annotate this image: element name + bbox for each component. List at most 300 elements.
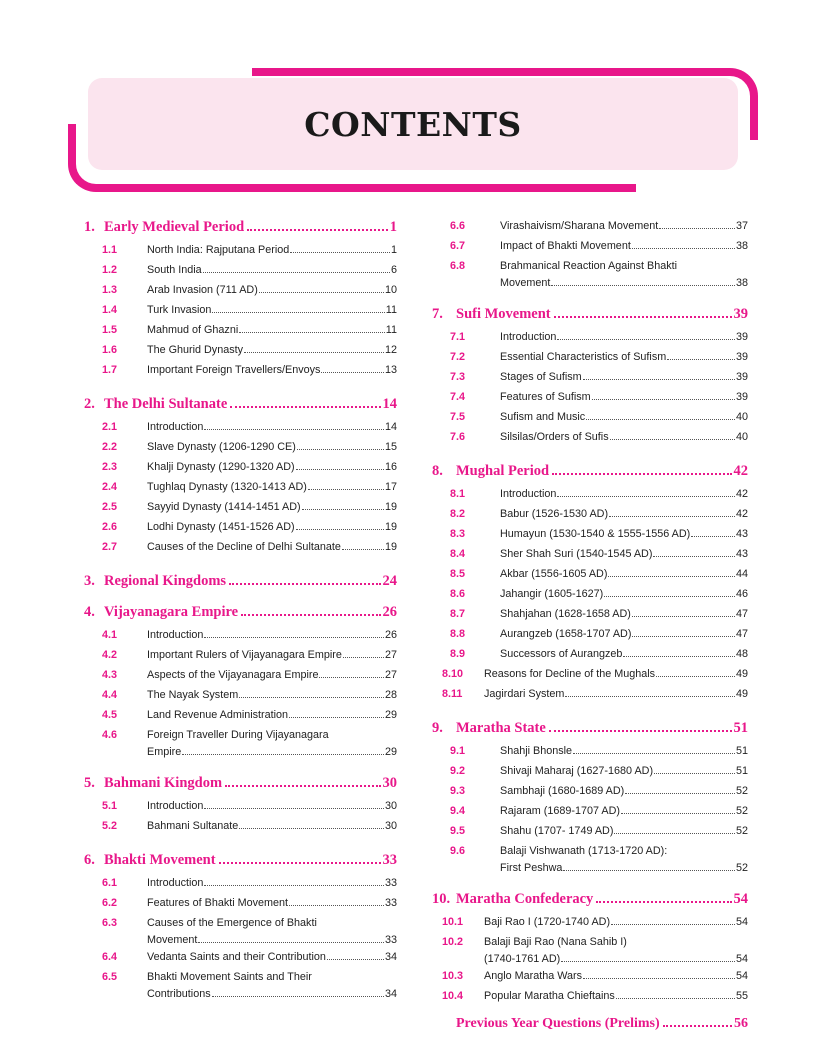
- section-page-number: 39: [735, 391, 748, 403]
- section-title: Sher Shah Suri (1540-1545 AD): [500, 548, 653, 560]
- toc-section-entry[interactable]: [432, 968, 748, 988]
- section-page-number: 43: [735, 528, 748, 540]
- toc-chapter-entry[interactable]: [84, 603, 397, 621]
- toc-section-entry[interactable]: [84, 322, 397, 342]
- chapter-page-number: 24: [382, 573, 397, 589]
- toc-section-entry[interactable]: [432, 803, 748, 823]
- section-title: Introduction: [147, 877, 204, 889]
- section-page-number: 34: [384, 988, 397, 1000]
- section-page-number: 28: [384, 689, 397, 701]
- toc-chapter-entry[interactable]: [84, 218, 397, 236]
- section-number: 2.4: [102, 481, 118, 493]
- section-page-number: 39: [735, 351, 748, 363]
- section-body: [147, 479, 397, 496]
- section-body: [147, 282, 397, 299]
- dot-leader: [667, 359, 735, 360]
- toc-section-entry[interactable]: [432, 606, 748, 626]
- toc-section-entry[interactable]: [432, 218, 748, 238]
- toc-section-entry[interactable]: [432, 823, 748, 843]
- section-title: Aspects of the Vijayanagara Empire: [147, 669, 319, 681]
- section-number: 8.6: [450, 588, 466, 600]
- toc-chapter-entry[interactable]: [432, 462, 748, 480]
- section-title: Vedanta Saints and their Contribution: [147, 951, 326, 963]
- section-number: 6.8: [450, 260, 466, 272]
- section-title: Shahji Bhonsle: [500, 745, 573, 757]
- section-page-number: 43: [735, 548, 748, 560]
- section-number: 2.1: [102, 421, 118, 433]
- section-body: [500, 546, 748, 563]
- section-page-number: 29: [384, 746, 397, 758]
- section-page-number: 40: [735, 431, 748, 443]
- section-page-number: 39: [735, 371, 748, 383]
- toc-section-entry[interactable]: [84, 895, 397, 915]
- dot-leader: [212, 312, 384, 313]
- section-body: [484, 934, 748, 968]
- chapter-title: Bhakti Movement: [104, 852, 216, 868]
- dot-leader: [297, 449, 384, 450]
- section-title: Important Foreign Travellers/Envoys: [147, 364, 321, 376]
- toc-section-entry[interactable]: [432, 626, 748, 646]
- section-body: [500, 606, 748, 623]
- dot-leader: [204, 885, 384, 886]
- toc-chapter-entry[interactable]: [84, 851, 397, 869]
- dot-leader: [596, 901, 731, 903]
- section-number: 7.3: [450, 371, 466, 383]
- section-title: North India: Rajputana Period: [147, 244, 290, 256]
- section-number: 6.3: [102, 917, 118, 929]
- section-body: [500, 506, 748, 523]
- section-page-number: 48: [735, 648, 748, 660]
- section-number: 1.7: [102, 364, 118, 376]
- section-body: [147, 519, 397, 536]
- section-page-number: 38: [735, 240, 748, 252]
- toc-section-entry[interactable]: [84, 687, 397, 707]
- dot-leader: [219, 862, 381, 864]
- dot-leader: [302, 509, 384, 510]
- previous-year-questions-entry[interactable]: [432, 1016, 748, 1032]
- section-title: Impact of Bhakti Movement: [500, 240, 631, 252]
- section-number: 6.6: [450, 220, 466, 232]
- section-body: [500, 626, 748, 643]
- chapter-title: The Delhi Sultanate: [104, 396, 228, 412]
- section-number: 1.4: [102, 304, 118, 316]
- dot-leader: [551, 285, 735, 286]
- section-number: 8.9: [450, 648, 466, 660]
- dot-leader: [241, 614, 380, 616]
- toc-section-entry[interactable]: [432, 988, 748, 1008]
- section-title-continued: [484, 951, 748, 968]
- dot-leader: [204, 808, 384, 809]
- section-number: 4.1: [102, 629, 118, 641]
- toc-section-entry[interactable]: [432, 546, 748, 566]
- section-title-continued: [147, 986, 397, 1003]
- dot-leader: [203, 272, 390, 273]
- section-page-number: 19: [384, 521, 397, 533]
- section-page-number: 15: [384, 441, 397, 453]
- dot-leader: [557, 496, 735, 497]
- chapter-title: Mughal Period: [456, 463, 550, 479]
- dot-leader: [327, 959, 384, 960]
- section-page-number: 52: [735, 862, 748, 874]
- section-title: Sufism and Music: [500, 411, 586, 423]
- section-title: Foreign Traveller During Vijayanagara: [147, 729, 329, 741]
- section-title: Balaji Vishwanath (1713-1720 AD):: [500, 845, 668, 857]
- toc-chapter-entry[interactable]: [84, 395, 397, 413]
- section-number: 4.6: [102, 729, 118, 741]
- dot-leader: [554, 316, 732, 318]
- section-number: 9.6: [450, 845, 466, 857]
- section-title: Jahangir (1605-1627): [500, 588, 604, 600]
- dot-leader: [342, 549, 384, 550]
- dot-leader: [659, 228, 735, 229]
- section-number: 6.5: [102, 971, 118, 983]
- section-body: [500, 218, 748, 235]
- section-page-number: 54: [735, 916, 748, 928]
- chapter-title: Maratha State: [456, 720, 546, 736]
- section-title: Silsilas/Orders of Sufis: [500, 431, 609, 443]
- section-body: [500, 586, 748, 603]
- section-body: [500, 258, 748, 292]
- dot-leader: [563, 870, 735, 871]
- section-number: 2.3: [102, 461, 118, 473]
- dot-leader: [632, 616, 735, 617]
- section-number: 7.2: [450, 351, 466, 363]
- toc-section-entry[interactable]: [432, 389, 748, 409]
- section-page-number: 47: [735, 628, 748, 640]
- dot-leader: [621, 813, 735, 814]
- section-title: Introduction: [147, 629, 204, 641]
- chapter-number: 5.: [84, 775, 95, 791]
- section-title-line2: Contributions: [147, 988, 211, 1000]
- section-number: 8.1: [450, 488, 466, 500]
- section-page-number: 17: [384, 481, 397, 493]
- toc-chapter-entry[interactable]: [84, 572, 397, 590]
- section-page-number: 34: [384, 951, 397, 963]
- toc-section-entry[interactable]: [432, 763, 748, 783]
- dot-leader: [586, 419, 735, 420]
- section-number: 6.2: [102, 897, 118, 909]
- section-title: Sambhaji (1680-1689 AD): [500, 785, 625, 797]
- toc-section-entry[interactable]: [432, 914, 748, 934]
- section-page-number: 19: [384, 541, 397, 553]
- section-body: [147, 875, 397, 892]
- section-page-number: 19: [384, 501, 397, 513]
- dot-leader: [614, 833, 735, 834]
- section-number: 1.2: [102, 264, 118, 276]
- chapter-title: Early Medieval Period: [104, 219, 245, 235]
- section-body: [147, 459, 397, 476]
- toc-section-entry[interactable]: [432, 686, 748, 706]
- toc-right-column: [432, 218, 748, 1032]
- dot-leader: [654, 773, 735, 774]
- section-page-number: 42: [735, 488, 748, 500]
- chapter-page-number: 42: [733, 463, 748, 479]
- section-body: [500, 823, 748, 840]
- dot-leader: [632, 248, 735, 249]
- section-body: [500, 238, 748, 255]
- section-body: [147, 647, 397, 664]
- dot-leader: [308, 489, 384, 490]
- section-title: Causes of the Emergence of Bhakti: [147, 917, 317, 929]
- section-title-line2: Empire: [147, 746, 182, 758]
- chapter-page-number: 26: [382, 604, 397, 620]
- toc-section-entry[interactable]: [84, 667, 397, 687]
- dot-leader: [552, 473, 731, 475]
- toc-section-entry[interactable]: [432, 566, 748, 586]
- section-title: Land Revenue Administration: [147, 709, 289, 721]
- chapter-title: Regional Kingdoms: [104, 573, 227, 589]
- section-page-number: 30: [384, 820, 397, 832]
- dot-leader: [229, 583, 380, 585]
- section-title: The Ghurid Dynasty: [147, 344, 244, 356]
- toc-section-entry[interactable]: [84, 419, 397, 439]
- chapter-number: 4.: [84, 604, 95, 620]
- section-page-number: 54: [735, 953, 748, 965]
- chapter-number: 7.: [432, 306, 443, 322]
- chapter-page-number: 14: [382, 396, 397, 412]
- toc-section-entry[interactable]: [432, 843, 748, 877]
- section-title: Humayun (1530-1540 & 1555-1556 AD): [500, 528, 691, 540]
- section-page-number: 33: [384, 877, 397, 889]
- section-page-number: 52: [735, 825, 748, 837]
- section-number: 4.2: [102, 649, 118, 661]
- section-page-number: 27: [384, 669, 397, 681]
- toc-section-entry[interactable]: [432, 743, 748, 763]
- section-title: South India: [147, 264, 202, 276]
- section-body: [500, 429, 748, 446]
- section-number: 2.6: [102, 521, 118, 533]
- section-title-line2: (1740-1761 AD): [484, 953, 561, 965]
- chapter-title: Bahmani Kingdom: [104, 775, 223, 791]
- toc-section-entry[interactable]: [84, 302, 397, 322]
- section-page-number: 55: [735, 990, 748, 1002]
- chapter-number: 6.: [84, 852, 95, 868]
- section-body: [147, 667, 397, 684]
- toc-chapter-entry[interactable]: [432, 890, 748, 908]
- section-page-number: 30: [384, 800, 397, 812]
- section-title-continued: [500, 860, 748, 877]
- dot-leader: [289, 717, 384, 718]
- section-body: [484, 666, 748, 683]
- toc-section-entry[interactable]: [84, 479, 397, 499]
- toc-section-entry[interactable]: [84, 727, 397, 761]
- toc-section-entry[interactable]: [84, 519, 397, 539]
- toc-section-entry[interactable]: [432, 506, 748, 526]
- section-body: [147, 342, 397, 359]
- section-title: The Nayak System: [147, 689, 239, 701]
- toc-section-entry[interactable]: [84, 459, 397, 479]
- section-number: 6.1: [102, 877, 118, 889]
- dot-leader: [565, 696, 735, 697]
- section-number: 9.5: [450, 825, 466, 837]
- section-page-number: 39: [735, 331, 748, 343]
- section-title: Causes of the Decline of Delhi Sultanate: [147, 541, 341, 553]
- section-title: Brahmanical Reaction Against Bhakti: [500, 260, 678, 272]
- section-body: [147, 242, 397, 259]
- chapter-number: 2.: [84, 396, 95, 412]
- section-body: [500, 349, 748, 366]
- section-title-continued: [147, 932, 397, 949]
- section-body: [147, 727, 397, 761]
- section-body: [147, 262, 397, 279]
- toc-section-entry[interactable]: [432, 258, 748, 292]
- section-title-line2: Movement: [147, 934, 198, 946]
- section-number: 5.2: [102, 820, 118, 832]
- toc-section-entry[interactable]: [432, 646, 748, 666]
- section-number: 8.11: [442, 688, 463, 700]
- toc-section-entry[interactable]: [84, 915, 397, 949]
- section-number: 8.3: [450, 528, 466, 540]
- toc-chapter-entry[interactable]: [432, 305, 748, 323]
- section-page-number: 40: [735, 411, 748, 423]
- section-title-line2: First Peshwa: [500, 862, 563, 874]
- section-number: 9.2: [450, 765, 466, 777]
- section-body: [500, 486, 748, 503]
- toc-section-entry[interactable]: [432, 526, 748, 546]
- section-number: 2.5: [102, 501, 118, 513]
- chapter-title: Vijayanagara Empire: [104, 604, 239, 620]
- toc-chapter-entry[interactable]: [432, 719, 748, 737]
- section-body: [147, 915, 397, 949]
- page-title: CONTENTS: [304, 104, 522, 144]
- dot-leader: [583, 379, 735, 380]
- section-number: 8.4: [450, 548, 466, 560]
- dot-leader: [259, 292, 384, 293]
- section-page-number: 6: [390, 264, 397, 276]
- section-title: Balaji Baji Rao (Nana Sahib I): [484, 936, 627, 948]
- section-body: [147, 969, 397, 1003]
- toc-section-entry[interactable]: [84, 875, 397, 895]
- section-title: Shahu (1707- 1749 AD): [500, 825, 614, 837]
- section-number: 4.4: [102, 689, 118, 701]
- section-title-continued: [147, 744, 397, 761]
- toc-section-entry[interactable]: [84, 949, 397, 969]
- section-number: 9.4: [450, 805, 466, 817]
- toc-section-entry[interactable]: [432, 586, 748, 606]
- section-page-number: 11: [385, 304, 397, 316]
- toc-section-entry[interactable]: [84, 439, 397, 459]
- section-title: Virashaivism/Sharana Movement: [500, 220, 659, 232]
- section-page-number: 14: [384, 421, 397, 433]
- dot-leader: [204, 637, 384, 638]
- section-title: Rajaram (1689-1707 AD): [500, 805, 621, 817]
- section-title: Shivaji Maharaj (1627-1680 AD): [500, 765, 654, 777]
- toc-section-entry[interactable]: [84, 969, 397, 1003]
- dot-leader: [583, 978, 735, 979]
- toc-section-entry[interactable]: [84, 242, 397, 262]
- section-body: [484, 988, 748, 1005]
- section-number: 4.3: [102, 669, 118, 681]
- section-title: Introduction: [500, 488, 557, 500]
- section-number: 10.2: [442, 936, 464, 948]
- section-title: Babur (1526-1530 AD): [500, 508, 609, 520]
- dot-leader: [623, 656, 735, 657]
- section-body: [500, 763, 748, 780]
- previous-questions-page: 56: [734, 1016, 748, 1031]
- section-page-number: 37: [735, 220, 748, 232]
- section-body: [500, 566, 748, 583]
- toc-section-entry[interactable]: [432, 934, 748, 968]
- section-page-number: 51: [735, 745, 748, 757]
- section-body: [500, 329, 748, 346]
- toc-section-entry[interactable]: [432, 486, 748, 506]
- section-title: Akbar (1556-1605 AD): [500, 568, 608, 580]
- section-page-number: 26: [384, 629, 397, 641]
- toc-section-entry[interactable]: [84, 499, 397, 519]
- section-page-number: 42: [735, 508, 748, 520]
- section-title: Features of Bhakti Movement: [147, 897, 289, 909]
- toc-section-entry[interactable]: [84, 627, 397, 647]
- toc-section-entry[interactable]: [432, 329, 748, 349]
- section-body: [147, 895, 397, 912]
- toc-section-entry[interactable]: [84, 262, 397, 282]
- toc-chapter-entry[interactable]: [84, 774, 397, 792]
- section-title: Reasons for Decline of the Mughals: [484, 668, 656, 680]
- toc-left-column: [84, 214, 397, 1003]
- section-title-continued: [500, 275, 748, 292]
- toc-section-entry[interactable]: [84, 362, 397, 382]
- dot-leader: [691, 536, 735, 537]
- chapter-title: Sufi Movement: [456, 306, 551, 322]
- toc-section-entry[interactable]: [84, 798, 397, 818]
- toc-section-entry[interactable]: [432, 783, 748, 803]
- toc-section-entry[interactable]: [84, 647, 397, 667]
- section-title: Introduction: [500, 331, 557, 343]
- dot-leader: [198, 942, 384, 943]
- section-title: Tughlaq Dynasty (1320-1413 AD): [147, 481, 307, 493]
- chapter-page-number: 30: [382, 775, 397, 791]
- section-title: Essential Characteristics of Sufism: [500, 351, 667, 363]
- section-page-number: 51: [735, 765, 748, 777]
- toc-section-entry[interactable]: [84, 818, 397, 838]
- section-title: Anglo Maratha Wars: [484, 970, 583, 982]
- dot-leader: [296, 529, 384, 530]
- dot-leader: [549, 730, 732, 732]
- section-title: Stages of Sufism: [500, 371, 582, 383]
- section-page-number: 29: [384, 709, 397, 721]
- toc-section-entry[interactable]: [84, 342, 397, 362]
- section-body: [147, 362, 397, 379]
- section-number: 8.7: [450, 608, 466, 620]
- toc-section-entry[interactable]: [432, 429, 748, 449]
- section-title: Introduction: [147, 421, 204, 433]
- toc-section-entry[interactable]: [84, 539, 397, 559]
- chapter-title: Maratha Confederacy: [456, 891, 594, 907]
- toc-section-entry[interactable]: [432, 369, 748, 389]
- section-page-number: 16: [384, 461, 397, 473]
- toc-section-entry[interactable]: [84, 282, 397, 302]
- section-body: [147, 949, 397, 966]
- section-body: [500, 389, 748, 406]
- section-number: 6.4: [102, 951, 118, 963]
- section-page-number: 47: [735, 608, 748, 620]
- toc-section-entry[interactable]: [84, 707, 397, 727]
- section-page-number: 33: [384, 897, 397, 909]
- toc-section-entry[interactable]: [432, 349, 748, 369]
- section-body: [147, 499, 397, 516]
- dot-leader: [557, 339, 735, 340]
- dot-leader: [239, 828, 384, 829]
- toc-section-entry[interactable]: [432, 238, 748, 258]
- section-number: 9.3: [450, 785, 466, 797]
- toc-section-entry[interactable]: [432, 409, 748, 429]
- chapter-number: 10.: [432, 891, 451, 907]
- section-title: Arab Invasion (711 AD): [147, 284, 258, 296]
- toc-section-entry[interactable]: [432, 666, 748, 686]
- section-title: Baji Rao I (1720-1740 AD): [484, 916, 611, 928]
- section-number: 9.1: [450, 745, 466, 757]
- dot-leader: [230, 406, 380, 408]
